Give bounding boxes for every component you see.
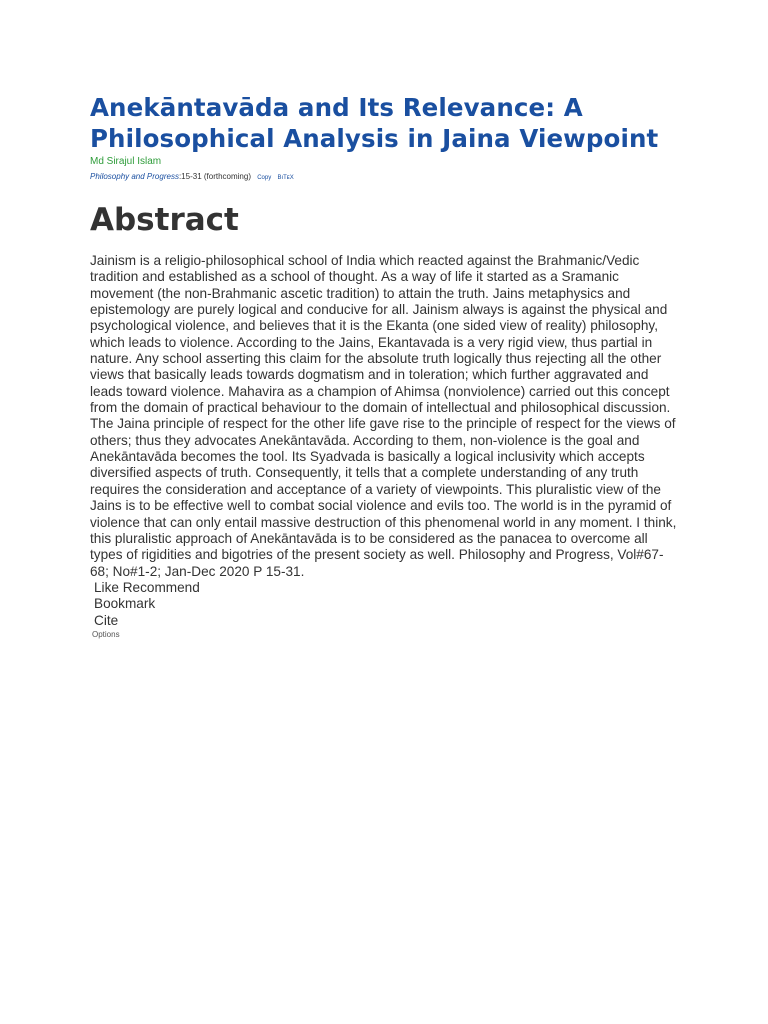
bookmark-button[interactable]: Bookmark	[94, 596, 156, 612]
abstract-text: Jainism is a religio-philosophical school of India which reacted against the Brahmanic/Vedic tradition and established as a school of thought. As a way of life it started as a Sramanic movement (the non-Brahmanic ascetic tradition) to attain the truth. Jains metaphysics and epistemology are purely logical and conducive for all. Jainism always is against the physical and psychological violence, and believes that it is the Ekanta (one sided view of reality) philosophy, which leads to violence. According to the Jains, Ekantavada is a very rigid view, thus partial in nature. Any school asserting this claim for the absolute truth logically thus rejecting all the other views that basically leads towards dogmatism and in toleration; which further aggravated and leads toward violence. Mahavira as a champion of Ahimsa (nonviolence) carried out this concept from the domain of practical behaviour to the domain of intellectual and philosophical discussion. The Jaina principle of respect for the other life gave rise to the principle of respect for the views of others; thus they advocates Anekāntavāda. According to them, non-violence is the goal and Anekāntavāda becomes the tool. Its Syadvada is basically a logical inclusivity which accepts diversified aspects of truth. Consequently, it tells that a complete understanding of any truth requires the consideration and acceptance of a variety of viewpoints. This pluralistic view of the Jains is to be effective well to combat social violence and evils too. The world is in the pyramid of violence that can only entail massive destruction of this phenomenal world in any moment. I think, this pluralistic approach of Anekāntavāda is to be considered as the panacea to overcome all types of rigidities and bigotries of the present society as well. Philosophy and Progress, Vol#67-68; No#1-2; Jan-Dec 2020 P 15-31.	[90, 253, 677, 579]
cite-button[interactable]: Cite	[94, 612, 119, 628]
author-link[interactable]: Md Sirajul Islam	[90, 156, 162, 167]
bibtex-link[interactable]: BıTᴇX	[277, 175, 294, 181]
journal-link[interactable]: Philosophy and Progress	[90, 172, 179, 181]
pages-status: :15-31 (forthcoming)	[178, 172, 251, 181]
abstract-heading: Abstract	[90, 202, 239, 238]
copy-link[interactable]: Copy	[257, 175, 272, 181]
paper-title: Anekāntavāda and Its Relevance: A Philosophical Analysis in Jaina Viewpoint	[90, 93, 659, 153]
like-recommend-button[interactable]: Like Recommend	[94, 579, 200, 595]
options-button[interactable]: Options	[92, 630, 120, 640]
publication-info	[90, 171, 690, 184]
paper-page	[90, 92, 690, 640]
action-list	[90, 580, 690, 630]
